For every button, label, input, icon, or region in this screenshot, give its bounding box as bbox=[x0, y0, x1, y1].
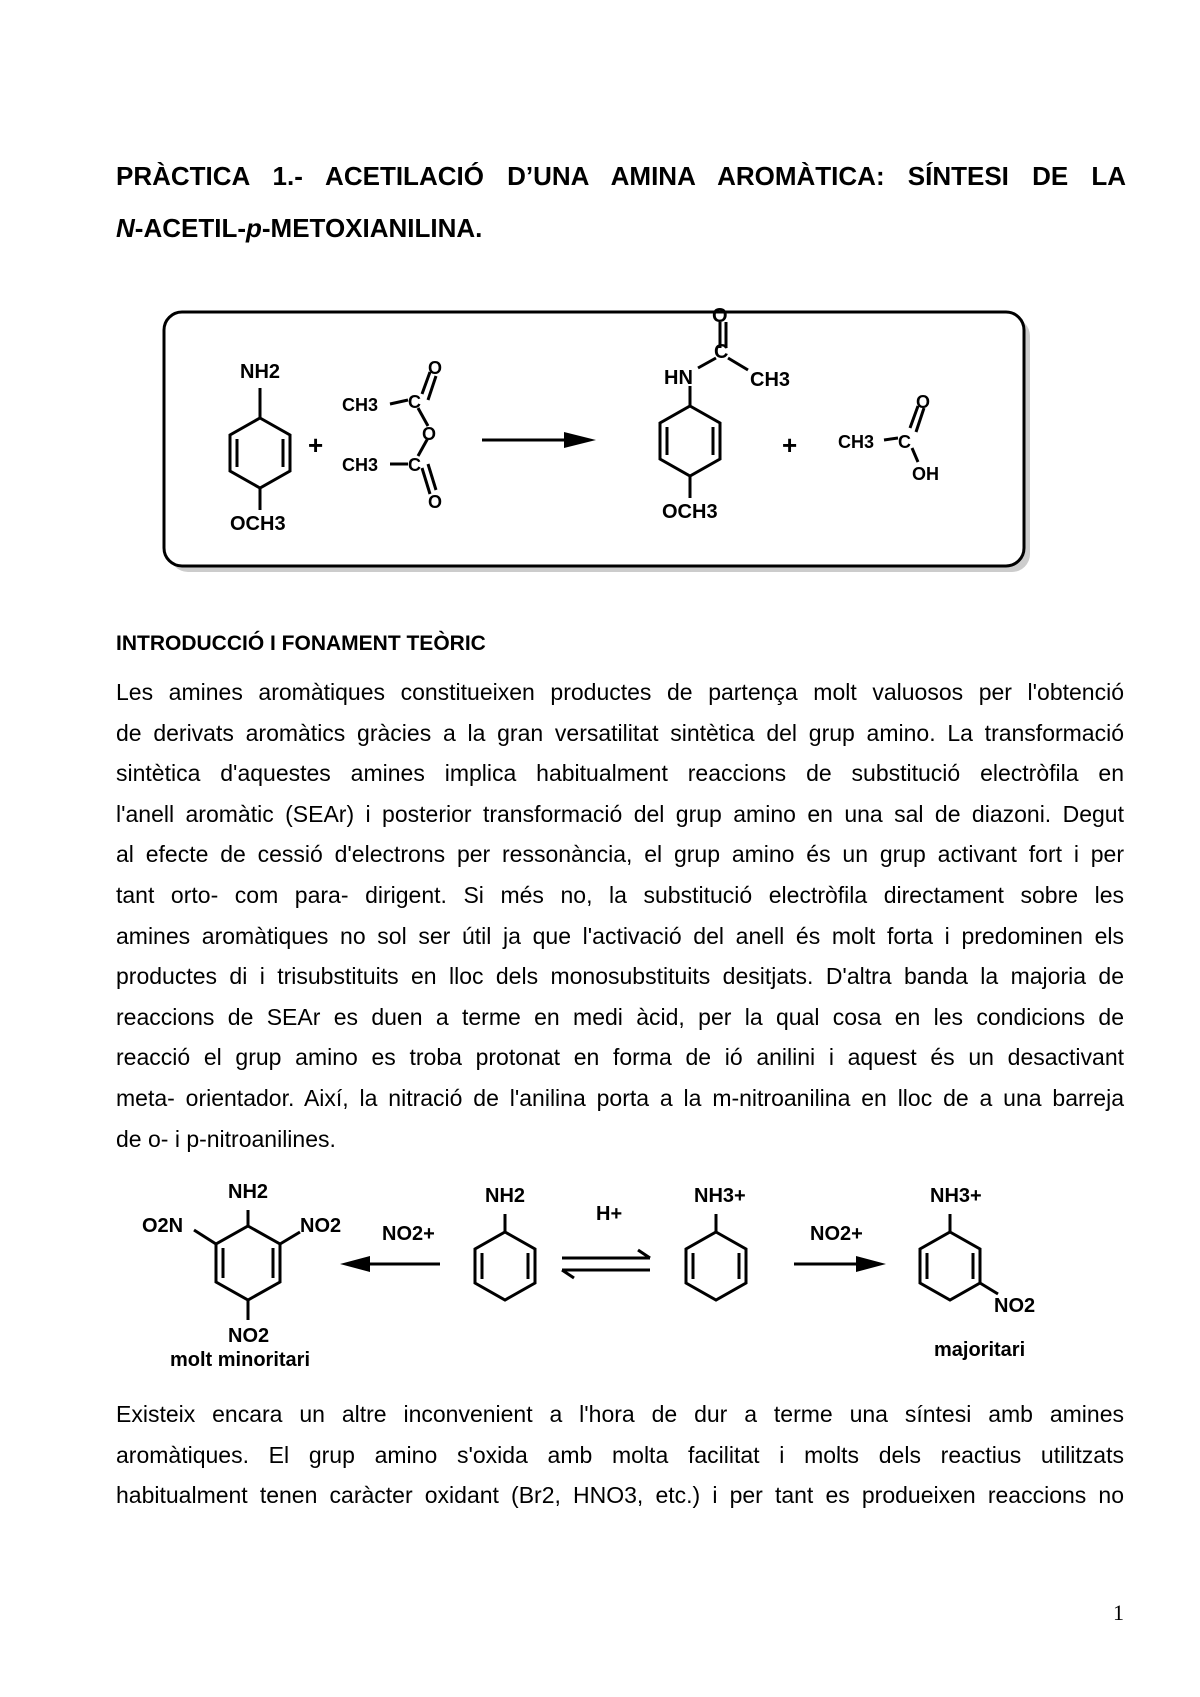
paragraph-line: amines aromàtiques no sol ser útil ja que l'activació del anell és molt forta i predominen els bbox=[116, 922, 1124, 949]
anhydride-c-bottom: C bbox=[408, 455, 421, 475]
title-n-italic: N bbox=[116, 213, 135, 243]
tnp-o2n-label: O2N bbox=[142, 1215, 184, 1237]
acid-ch3-label: CH3 bbox=[838, 432, 875, 452]
amide-c-label: C bbox=[714, 341, 729, 363]
paragraph-line: reacció el grup amino es troba protonat en forma de ió anilini i aquest és un desactivant bbox=[116, 1044, 1124, 1071]
arrow-to-trinitro bbox=[340, 1256, 440, 1272]
anhydride-o-bridge: O bbox=[422, 424, 437, 444]
major-product-caption: majoritari bbox=[934, 1339, 1026, 1361]
title-line-1: PRÀCTICA 1.- ACETILACIÓ D’UNA AMINA AROMÀTICA: SÍNTESI DE LA bbox=[116, 161, 1126, 191]
paragraph-line: meta- orientador. Així, la nitració de l'anilina porta a la m-nitroanilina en lloc de a una barreja bbox=[116, 1084, 1124, 1111]
aniline-nh2-label: NH2 bbox=[485, 1185, 526, 1207]
equilibrium-arrows bbox=[562, 1250, 650, 1278]
title-line-2 bbox=[116, 202, 1126, 254]
paragraph-line: de derivats aromàtics gràcies a la gran versatilitat sintètica del grup amino. La transformació bbox=[116, 719, 1124, 746]
acid-oh-label: OH bbox=[912, 464, 939, 484]
product-och3-label: OCH3 bbox=[662, 501, 718, 523]
anhydride-o-bottom: O bbox=[428, 492, 443, 512]
trinitroaniline-structure bbox=[194, 1210, 300, 1320]
anhydride-c-top: C bbox=[408, 392, 421, 412]
nitration-scheme bbox=[130, 1170, 1090, 1390]
och3-label: OCH3 bbox=[230, 513, 286, 535]
acetylation-scheme bbox=[160, 308, 1040, 580]
plus-sign-1: + bbox=[308, 430, 324, 460]
paragraph-line: Les amines aromàtiques constitueixen productes de partença molt valuosos per l'obtenció bbox=[116, 679, 1124, 705]
paragraph-line: l'anell aromàtic (SEAr) i posterior transformació del grup amino en una sal de diazoni. Degut bbox=[116, 800, 1124, 827]
anilinium-structure bbox=[686, 1214, 746, 1300]
anhydride-ch3-bottom: CH3 bbox=[342, 455, 379, 475]
page-title bbox=[116, 150, 1126, 254]
arrow-to-meta bbox=[794, 1256, 886, 1272]
paragraph-line: de o- i p-nitroanilines. bbox=[116, 1125, 336, 1152]
paragraph-line: sintètica d'aquestes amines implica habitualment reaccions de substitució electròfila en bbox=[116, 760, 1124, 787]
minor-product-caption: molt minoritari bbox=[170, 1349, 311, 1371]
meta-nh3-label: NH3+ bbox=[930, 1185, 982, 1207]
title-p-italic: p bbox=[245, 213, 262, 243]
nitronium-right-label: NO2+ bbox=[810, 1223, 863, 1245]
tnp-no2-right-label: NO2 bbox=[300, 1215, 342, 1237]
meta-no2-label: NO2 bbox=[994, 1295, 1036, 1317]
paragraph-line: al efecte de cessió d'electrons per ressonància, el grup amino és un grup activant fort i per bbox=[116, 841, 1124, 868]
tnp-no2-bottom-label: NO2 bbox=[228, 1325, 270, 1347]
anilinium-nh3-label: NH3+ bbox=[694, 1185, 746, 1207]
amide-ch3-label: CH3 bbox=[750, 369, 791, 391]
proton-label: H+ bbox=[596, 1203, 623, 1225]
m-nitroanilinium-structure bbox=[920, 1214, 998, 1300]
amide-o-label: O bbox=[712, 308, 728, 327]
paragraph-line: tant orto- com para- dirigent. Si més no, la substitució electròfila directament sobre les bbox=[116, 881, 1124, 908]
paragraph-line: reaccions de SEAr es duen a terme en medi àcid, per la qual cosa en les condicions de bbox=[116, 1003, 1124, 1030]
second-paragraph bbox=[116, 1394, 1124, 1516]
intro-paragraph bbox=[116, 672, 1124, 1159]
tnp-nh2-label: NH2 bbox=[228, 1181, 269, 1203]
section-heading: INTRODUCCIÓ I FONAMENT TEÒRIC bbox=[116, 632, 486, 655]
nh2-label: NH2 bbox=[240, 361, 281, 383]
anhydride-ch3-top: CH3 bbox=[342, 395, 379, 415]
page-number: 1 bbox=[1113, 1600, 1124, 1625]
acid-c-label: C bbox=[898, 432, 911, 452]
acid-o-label: O bbox=[916, 392, 931, 412]
paragraph-line: Existeix encara un altre inconvenient a l'hora de dur a terme una síntesi amb amines bbox=[116, 1401, 1124, 1427]
paragraph-line: productes di i trisubstituits en lloc dels monosubstituits desitjats. D'altra banda la majoria de bbox=[116, 963, 1124, 990]
paragraph-line: habitualment tenen caràcter oxidant (Br2, HNO3, etc.) i per tant es produeixen reaccions no bbox=[116, 1482, 1124, 1509]
title-metoxianilina: -METOXIANILINA. bbox=[261, 213, 483, 243]
title-acetil: -ACETIL- bbox=[134, 213, 246, 243]
hn-label: HN bbox=[664, 367, 693, 389]
aniline-structure bbox=[475, 1214, 535, 1300]
plus-sign-2: + bbox=[782, 430, 798, 460]
nitronium-left-label: NO2+ bbox=[382, 1223, 435, 1245]
paragraph-line: aromàtiques. El grup amino s'oxida amb molta facilitat i molts dels reactius utilitzats bbox=[116, 1441, 1124, 1468]
anhydride-o-top: O bbox=[428, 358, 443, 378]
